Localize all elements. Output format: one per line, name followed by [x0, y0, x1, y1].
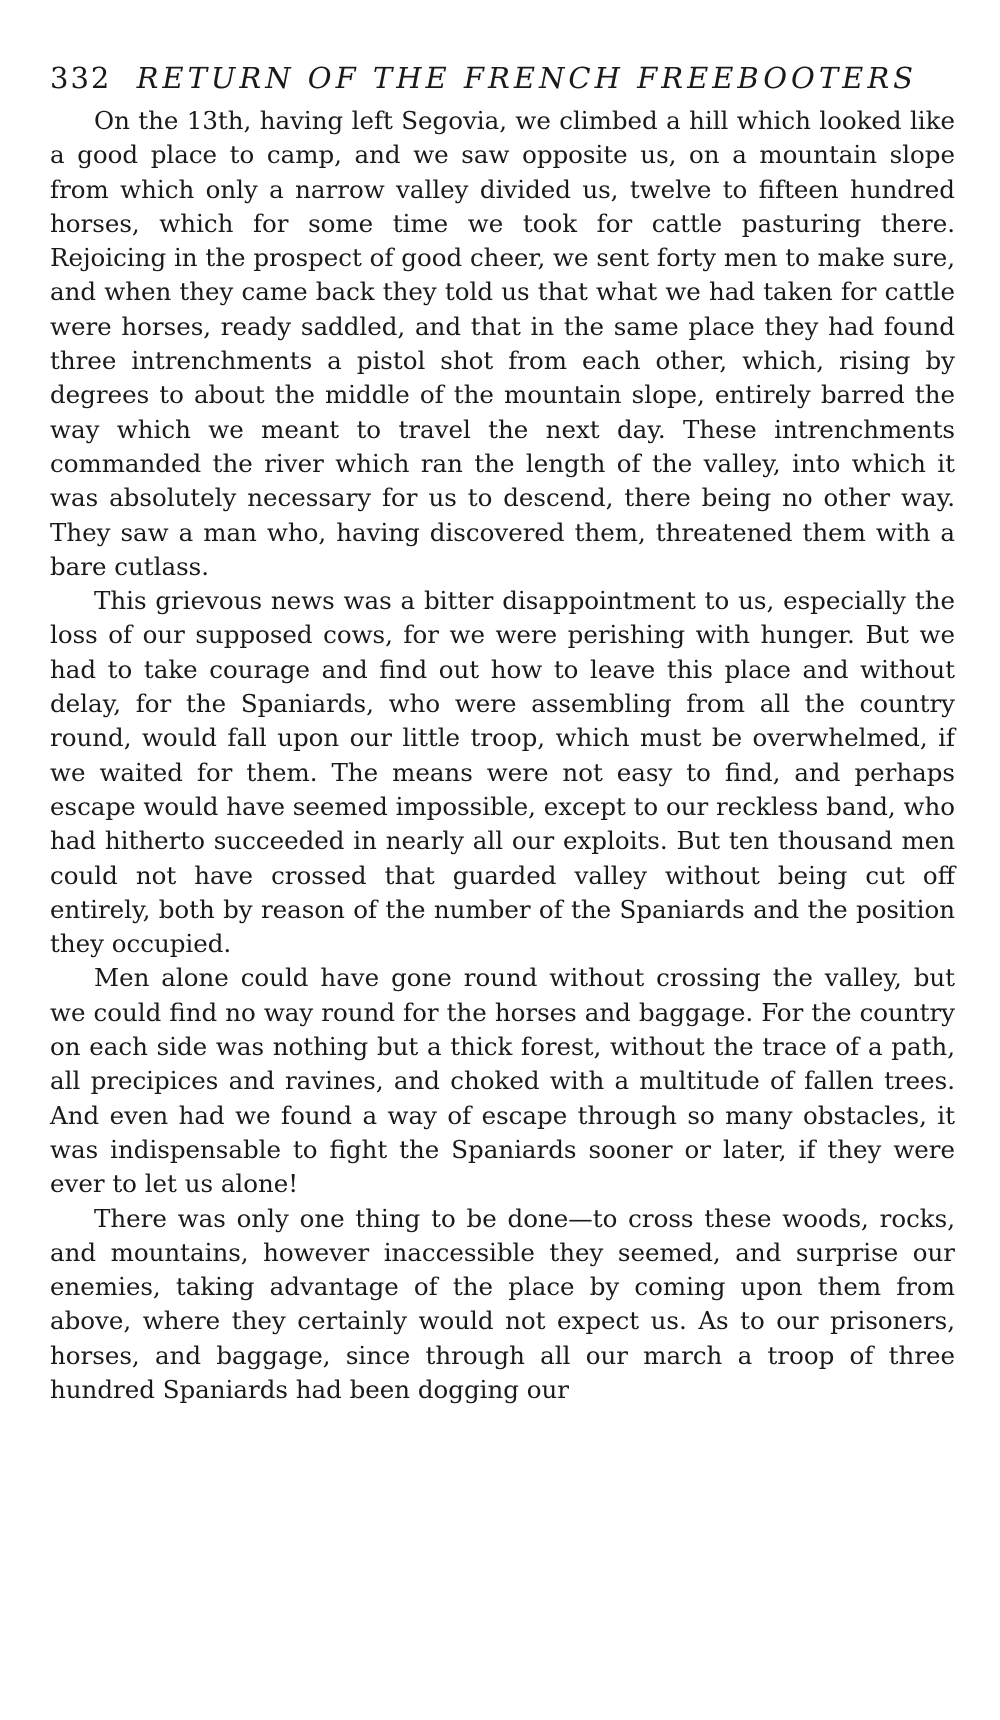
running-head [50, 60, 955, 96]
running-title: RETURN OF THE FRENCH FREEBOOTERS [136, 61, 918, 95]
paragraph-4: There was only one thing to be done—to cross these woods, rocks, and mountains, however inaccessible they seemed, and surprise our enemies, taking advantage of the place by coming upon them from above, where they certainly would not expect us. As to our prisoners, horses, and baggage, since through all our march a troop of three hundred Spaniards had been dogging our [50, 1203, 955, 1404]
paragraph-1: On the 13th, having left Segovia, we climbed a hill which looked like a good place to camp, and we saw opposite us, on a mountain slope from which only a narrow valley divided us, twelve to fifteen hundred horses, which for some time we took for cattle pasturing there. Rejoicing in the prospect of good cheer, we sent forty men to make sure, and when they came back they told us that what we had taken for cattle were horses, ready saddled, and that in the same place they had found three intrenchments a pistol shot from each other, which, rising by degrees to about the middle of the mountain slope, entirely barred the way which we meant to travel the next day. These intrenchments commanded the river which ran the length of the valley, into which it was absolutely necessary for us to descend, there being no other way. They saw a man who, having discovered them, threatened them with a bare cutlass. [50, 106, 955, 581]
paragraph-2: This grievous news was a bitter disappointment to us, especially the loss of our supposed cows, for we were perishing with hunger. But we had to take courage and find out how to leave this place and without delay, for the Spaniards, who were assembling from all the country round, would fall upon our little troop, which must be overwhelmed, if we waited for them. The means were not easy to find, and perhaps escape would have seemed impossible, except to our reckless band, who had hitherto succeeded in nearly all our exploits. But ten thousand men could not have crossed that guarded valley without being cut off entirely, both by reason of the number of the Spaniards and the position they occupied. [50, 586, 955, 959]
book-page [50, 60, 955, 1407]
page-number: 332 [50, 61, 112, 95]
paragraph-3: Men alone could have gone round without crossing the valley, but we could find no way round for the horses and baggage. For the country on each side was nothing but a thick forest, without the trace of a path, all precipices and ravines, and choked with a multitude of fallen trees. And even had we found a way of escape through so many obstacles, it was indispensable to fight the Spaniards sooner or later, if they were ever to let us alone! [50, 963, 955, 1199]
